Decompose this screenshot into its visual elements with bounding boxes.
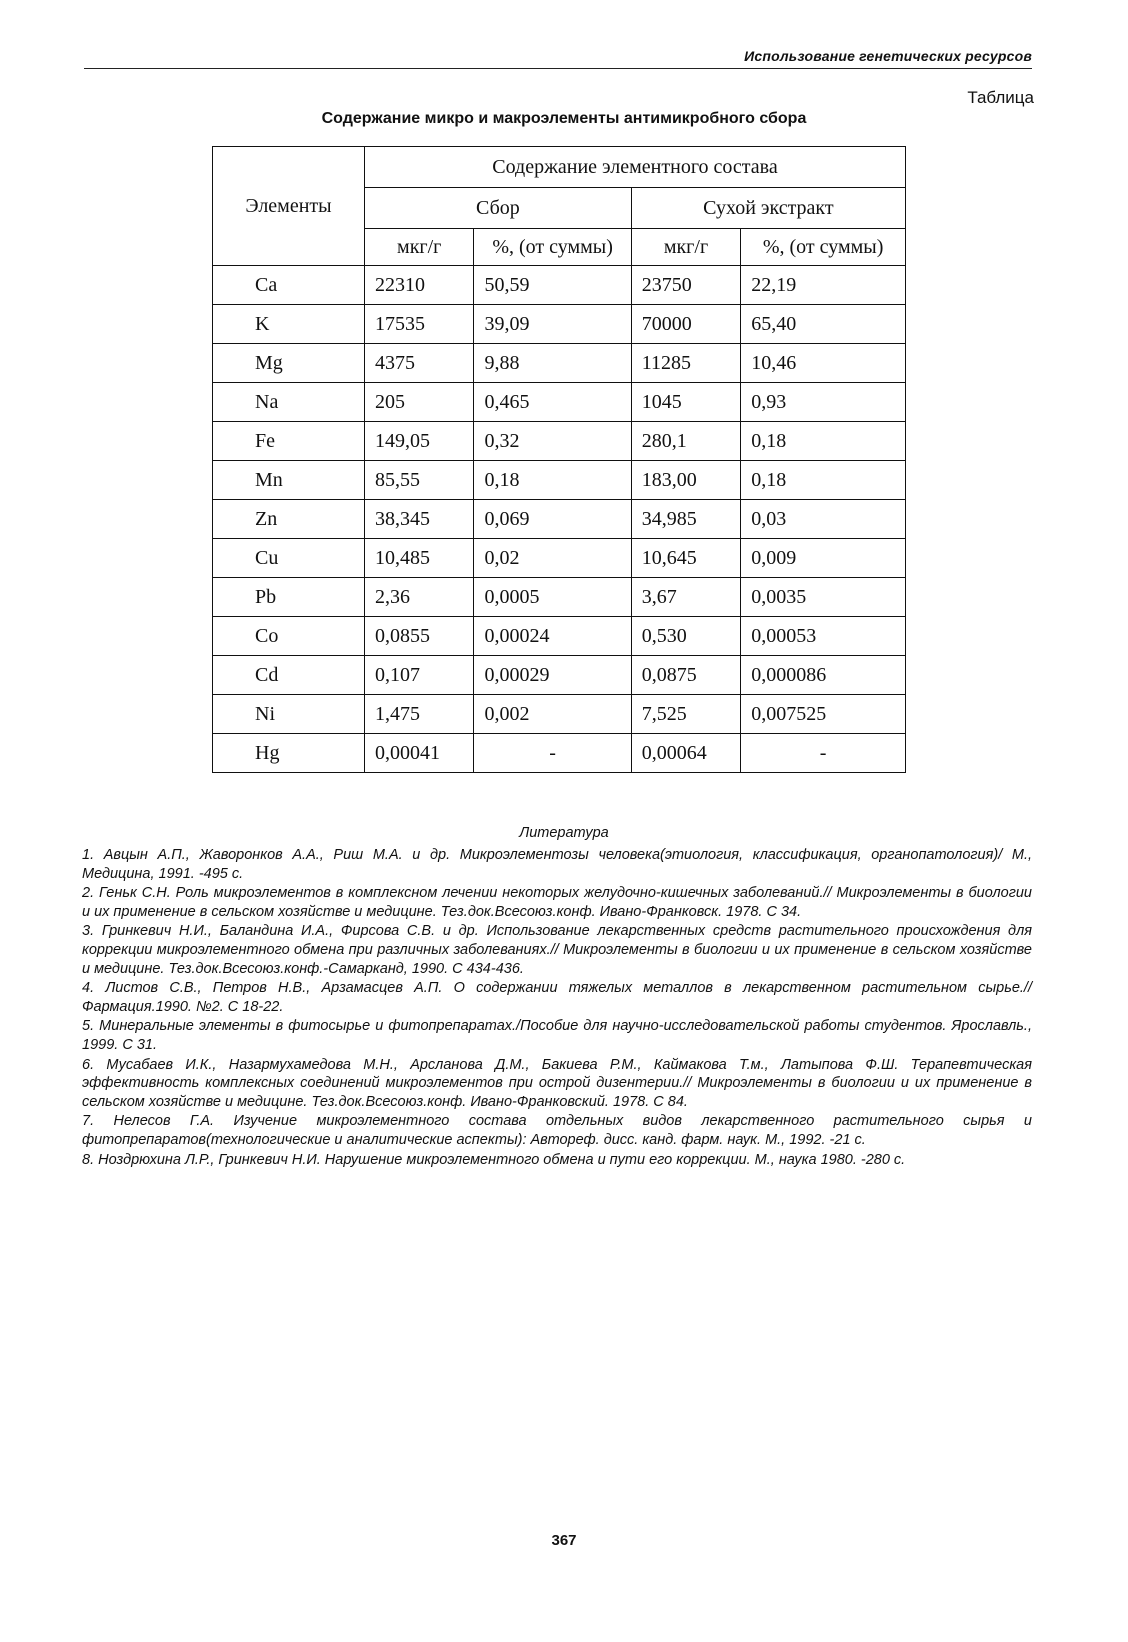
cell-collection-percent: 0,18	[474, 461, 631, 500]
header-collection-percent: %, (от суммы)	[474, 229, 631, 266]
cell-extract-percent: 0,18	[741, 422, 906, 461]
page-number: 367	[551, 1532, 577, 1549]
cell-element: Cu	[213, 539, 365, 578]
cell-extract-mkg: 0,00064	[631, 734, 740, 773]
table-row	[213, 422, 906, 461]
header-content-group: Содержание элементного состава	[364, 147, 905, 188]
table-row	[213, 305, 906, 344]
cell-extract-percent: 0,0035	[741, 578, 906, 617]
cell-extract-mkg: 11285	[631, 344, 740, 383]
table-row	[213, 578, 906, 617]
cell-collection-percent: 0,32	[474, 422, 631, 461]
cell-extract-mkg: 0,0875	[631, 656, 740, 695]
cell-collection-mkg: 2,36	[364, 578, 473, 617]
cell-collection-mkg: 1,475	[364, 695, 473, 734]
cell-element: Ni	[213, 695, 365, 734]
cell-extract-mkg: 1045	[631, 383, 740, 422]
running-header: Использование генетических ресурсов	[744, 48, 1032, 64]
cell-extract-percent: 0,18	[741, 461, 906, 500]
table-row	[213, 656, 906, 695]
cell-element: Cd	[213, 656, 365, 695]
table-title: Содержание микро и макроэлементы антимикробного сбора	[321, 110, 807, 127]
table-row	[213, 344, 906, 383]
cell-collection-mkg: 4375	[364, 344, 473, 383]
cell-extract-mkg: 3,67	[631, 578, 740, 617]
cell-extract-percent: 0,03	[741, 500, 906, 539]
cell-collection-mkg: 85,55	[364, 461, 473, 500]
table-row	[213, 539, 906, 578]
cell-collection-mkg: 38,345	[364, 500, 473, 539]
cell-collection-percent: 0,002	[474, 695, 631, 734]
cell-collection-percent: 0,069	[474, 500, 631, 539]
cell-collection-percent: 0,0005	[474, 578, 631, 617]
cell-element: K	[213, 305, 365, 344]
table-row	[213, 695, 906, 734]
references-list	[82, 846, 1032, 1170]
header-collection: Сбор	[364, 188, 631, 229]
cell-element: Hg	[213, 734, 365, 773]
header-extract-mkg: мкг/г	[631, 229, 740, 266]
table-body	[213, 266, 906, 773]
cell-element: Na	[213, 383, 365, 422]
reference-item: 4. Листов С.В., Петров Н.В., Арзамасцев А.П. О содержании тяжелых металлов в лекарственном растительном сырье.//Фармация.1990. №2. С 18-22.	[82, 980, 1032, 1015]
cell-extract-mkg: 7,525	[631, 695, 740, 734]
header-rule	[84, 68, 1032, 69]
reference-item: 7. Нелесов Г.А. Изучение микроэлементного состава отдельных видов лекарственного растительного сырья и фитопрепаратов(технологические и аналитические аспекты): Автореф. дисс. канд. фарм. наук. М., 1992. -21 с.	[82, 1113, 1032, 1148]
cell-collection-percent: 50,59	[474, 266, 631, 305]
cell-collection-mkg: 205	[364, 383, 473, 422]
reference-item: 5. Минеральные элементы в фитосырье и фитопрепаратах./Пособие для научно-исследовательской работы студентов. Ярославль., 1999. С 31.	[82, 1018, 1032, 1053]
cell-extract-mkg: 23750	[631, 266, 740, 305]
cell-collection-percent: 0,02	[474, 539, 631, 578]
table-row	[213, 383, 906, 422]
cell-element: Co	[213, 617, 365, 656]
cell-collection-percent: 0,00029	[474, 656, 631, 695]
cell-extract-percent: 0,00053	[741, 617, 906, 656]
cell-collection-mkg: 22310	[364, 266, 473, 305]
cell-extract-percent: 0,93	[741, 383, 906, 422]
header-dry-extract: Сухой экстракт	[631, 188, 905, 229]
literature-heading: Литература	[519, 825, 609, 841]
cell-extract-percent: 0,009	[741, 539, 906, 578]
cell-element: Ca	[213, 266, 365, 305]
cell-collection-mkg: 0,00041	[364, 734, 473, 773]
cell-extract-mkg: 0,530	[631, 617, 740, 656]
cell-extract-mkg: 10,645	[631, 539, 740, 578]
table-row	[213, 500, 906, 539]
header-extract-percent: %, (от суммы)	[741, 229, 906, 266]
cell-extract-percent: 22,19	[741, 266, 906, 305]
cell-element: Zn	[213, 500, 365, 539]
cell-extract-percent: 10,46	[741, 344, 906, 383]
cell-collection-mkg: 149,05	[364, 422, 473, 461]
cell-collection-percent: -	[474, 734, 631, 773]
cell-collection-mkg: 0,107	[364, 656, 473, 695]
reference-item: 3. Гринкевич Н.И., Баландина И.А., Фирсова С.В. и др. Использование лекарственных средств растительного происхождения для коррекции микроэлементного обмена при различных заболеваниях.// Микроэлементы в биологии и их применение в сельском хозяйстве и медицине. Тез.док.Всесоюз.конф.-Самарканд, 1990. С 434-436.	[82, 923, 1032, 977]
cell-extract-percent: 0,000086	[741, 656, 906, 695]
table-caption: Таблица	[967, 88, 1034, 107]
table-row	[213, 266, 906, 305]
table-row	[213, 734, 906, 773]
cell-extract-mkg: 280,1	[631, 422, 740, 461]
cell-collection-percent: 9,88	[474, 344, 631, 383]
cell-collection-percent: 39,09	[474, 305, 631, 344]
elements-table	[212, 146, 906, 773]
cell-element: Fe	[213, 422, 365, 461]
cell-collection-percent: 0,00024	[474, 617, 631, 656]
table-row	[213, 617, 906, 656]
cell-collection-percent: 0,465	[474, 383, 631, 422]
header-collection-mkg: мкг/г	[364, 229, 473, 266]
header-elements: Элементы	[213, 147, 365, 266]
reference-item: 1. Авцын А.П., Жаворонков А.А., Риш М.А. и др. Микроэлементозы человека(этиология, классификация, органопатология)/ М., Медицина, 1991. -495 с.	[82, 847, 1032, 882]
reference-item: 2. Геньк С.Н. Роль микроэлементов в комплексном лечении некоторых желудочно-кишечных заболеваний.// Микроэлементы в биологии и их применение в сельском хозяйстве и медицине. Тез.док.Всесоюз.конф. Ивано-Франковск. 1978. С 34.	[82, 885, 1032, 920]
cell-extract-percent: -	[741, 734, 906, 773]
cell-collection-mkg: 0,0855	[364, 617, 473, 656]
table-row	[213, 461, 906, 500]
cell-extract-mkg: 70000	[631, 305, 740, 344]
cell-extract-mkg: 34,985	[631, 500, 740, 539]
cell-extract-percent: 65,40	[741, 305, 906, 344]
cell-element: Mn	[213, 461, 365, 500]
reference-item: 8. Ноздрюхина Л.Р., Гринкевич Н.И. Нарушение микроэлементного обмена и пути его коррекции. М., наука 1980. -280 с.	[82, 1151, 906, 1168]
reference-item: 6. Мусабаев И.К., Назармухамедова М.Н., Арсланова Д.М., Бакиева Р.М., Каймакова Т.м., Латыпова Ф.Ш. Терапевтическая эффективность комплексных соединений микроэлементов при острой дизентерии.// Микроэлементы в биологии и их применение в сельском хозяйстве и медицине. Тез.док.Всесоюз.конф. Ивано-Франковский. 1978. С 84.	[82, 1056, 1032, 1110]
cell-element: Mg	[213, 344, 365, 383]
cell-collection-mkg: 17535	[364, 305, 473, 344]
cell-collection-mkg: 10,485	[364, 539, 473, 578]
cell-element: Pb	[213, 578, 365, 617]
cell-extract-mkg: 183,00	[631, 461, 740, 500]
cell-extract-percent: 0,007525	[741, 695, 906, 734]
